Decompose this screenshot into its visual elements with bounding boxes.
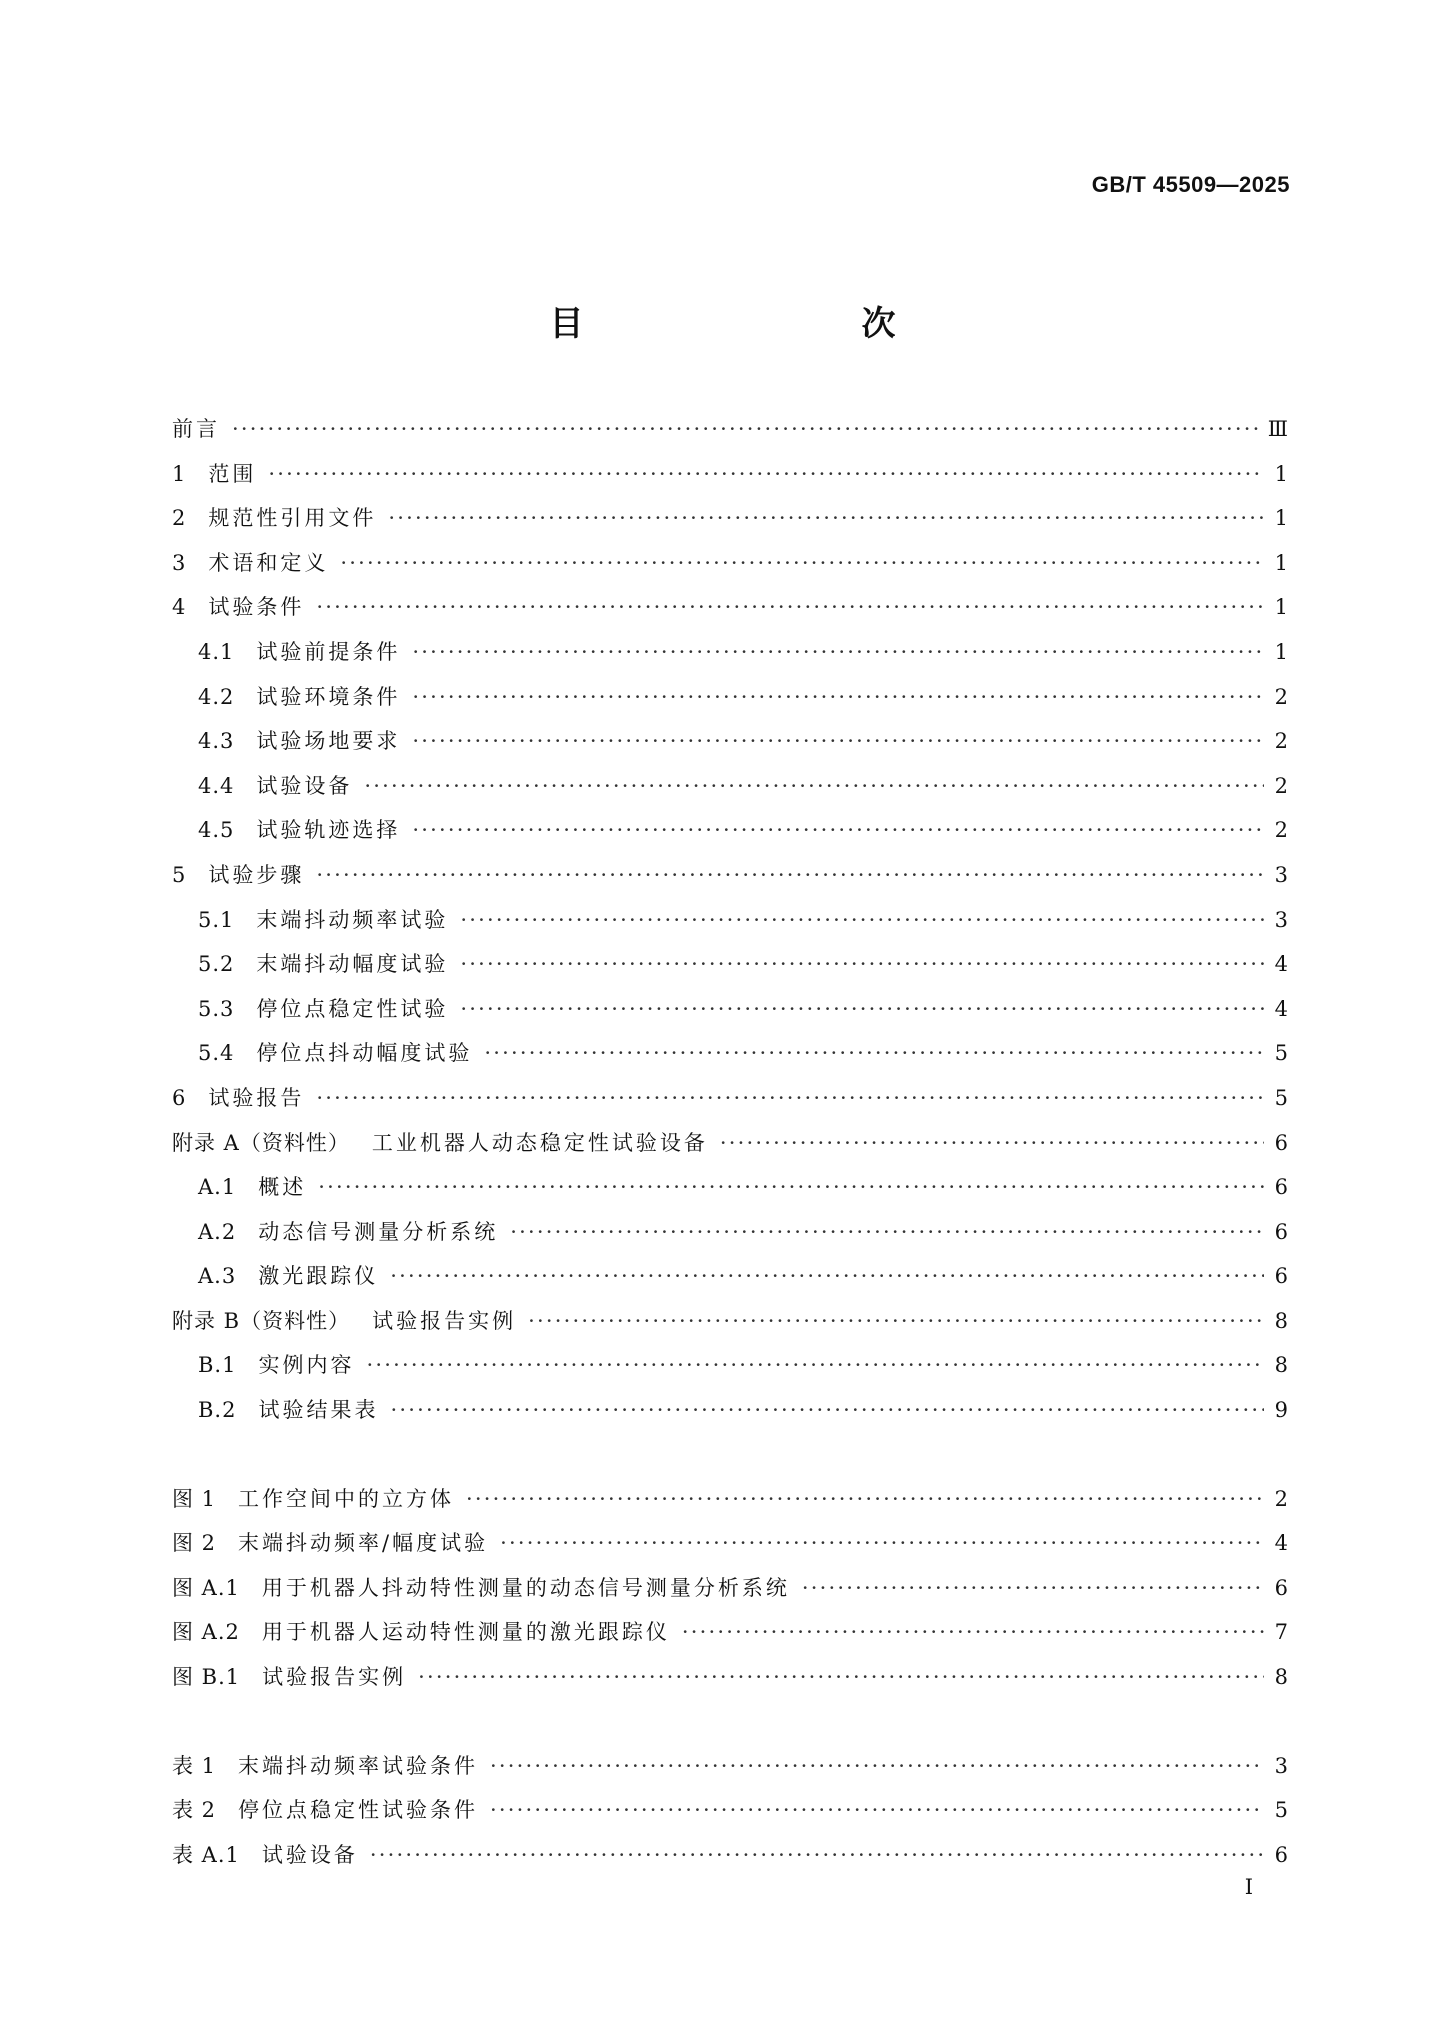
entry-label: 末端抖动频率试验 xyxy=(256,907,449,932)
toc-section-entry[interactable] xyxy=(172,1171,1288,1216)
toc-section-entry[interactable] xyxy=(172,859,1288,904)
toc-section-entry[interactable] xyxy=(172,681,1288,726)
entry-label: 试验步骤 xyxy=(208,862,305,887)
dot-leader xyxy=(466,1487,1264,1511)
entry-label: 工业机器人动态稳定性试验设备 xyxy=(371,1130,708,1155)
entry-label: 动态信号测量分析系统 xyxy=(258,1219,499,1244)
dot-leader xyxy=(232,417,1258,441)
dot-leader xyxy=(460,908,1264,932)
dot-leader xyxy=(412,818,1264,842)
footer-page-number: Ⅰ xyxy=(1244,1875,1253,1899)
tables-list xyxy=(172,1750,1288,1884)
toc-table-entry[interactable] xyxy=(172,1839,1288,1884)
entry-number: 4.2 xyxy=(198,684,235,709)
entry-page-number: 6 xyxy=(1274,1219,1288,1244)
entry-label: 用于机器人运动特性测量的激光跟踪仪 xyxy=(261,1620,670,1645)
entry-number: 1 xyxy=(172,461,187,486)
entry-number: 图 2 xyxy=(172,1531,217,1556)
entry-number: 5.2 xyxy=(198,952,235,977)
toc-table-entry[interactable] xyxy=(172,1750,1288,1795)
dot-leader xyxy=(388,506,1264,530)
entry-page-number: 2 xyxy=(1274,773,1288,798)
toc-figure-entry[interactable] xyxy=(172,1572,1288,1617)
toc-section-entry[interactable] xyxy=(172,547,1288,592)
entry-number: A.2 xyxy=(198,1219,237,1244)
dot-leader xyxy=(528,1309,1264,1333)
entry-number: A.3 xyxy=(198,1264,237,1289)
entry-label: 试验报告实例 xyxy=(262,1665,407,1690)
toc-section-entry[interactable] xyxy=(172,725,1288,770)
toc-section-entry[interactable] xyxy=(172,770,1288,815)
sections-list xyxy=(172,413,1288,1439)
entry-label: 末端抖动频率试验条件 xyxy=(238,1753,479,1778)
dot-leader xyxy=(390,1264,1264,1288)
dot-leader xyxy=(412,685,1264,709)
toc-figure-entry[interactable] xyxy=(172,1527,1288,1572)
entry-page-number: 4 xyxy=(1274,952,1288,977)
entry-number: 表 A.1 xyxy=(172,1842,240,1867)
entry-page-number: 5 xyxy=(1274,1085,1288,1110)
dot-leader xyxy=(490,1754,1264,1778)
toc-section-entry[interactable] xyxy=(172,948,1288,993)
entry-number: 4 xyxy=(172,595,187,620)
entry-label: 试验设备 xyxy=(261,1842,358,1867)
dot-leader xyxy=(316,595,1264,619)
entry-number: 附录 B（资料性） xyxy=(172,1308,351,1333)
toc-section-entry[interactable] xyxy=(172,1216,1288,1261)
entry-number: 3 xyxy=(172,550,187,575)
entry-label: 末端抖动幅度试验 xyxy=(256,952,449,977)
toc-figure-entry[interactable] xyxy=(172,1483,1288,1528)
entry-page-number: 6 xyxy=(1274,1264,1288,1289)
dot-leader xyxy=(316,1086,1264,1110)
toc-section-entry[interactable] xyxy=(172,636,1288,681)
entry-label: 试验轨迹选择 xyxy=(256,818,401,843)
dot-leader xyxy=(490,1798,1264,1822)
entry-label: 停位点抖动幅度试验 xyxy=(256,1041,473,1066)
toc-section-entry[interactable] xyxy=(172,458,1288,503)
entry-page-number: 1 xyxy=(1274,550,1288,575)
entry-number: 5.1 xyxy=(198,907,235,932)
page-title: 目 次 xyxy=(549,304,966,344)
entry-page-number: 4 xyxy=(1274,1531,1288,1556)
toc-section-entry[interactable] xyxy=(172,413,1288,458)
entry-page-number: 6 xyxy=(1274,1130,1288,1155)
entry-number: 5 xyxy=(172,862,187,887)
entry-label: 试验设备 xyxy=(256,773,353,798)
dot-leader xyxy=(682,1620,1264,1644)
entry-page-number: 2 xyxy=(1274,684,1288,709)
section-gap xyxy=(172,1706,1288,1750)
entry-number: B.2 xyxy=(198,1398,237,1423)
dot-leader xyxy=(370,1843,1264,1867)
entry-number: B.1 xyxy=(198,1353,237,1378)
entry-label: 停位点稳定性试验 xyxy=(256,996,449,1021)
entry-number: 2 xyxy=(172,506,187,531)
toc-figure-entry[interactable] xyxy=(172,1616,1288,1661)
toc-section-entry[interactable] xyxy=(172,1260,1288,1305)
entry-label: 末端抖动频率/幅度试验 xyxy=(238,1531,489,1556)
entry-label: 范围 xyxy=(208,461,257,486)
toc-section-entry[interactable] xyxy=(172,1037,1288,1082)
dot-leader xyxy=(340,551,1264,575)
entry-label: 试验条件 xyxy=(208,595,305,620)
entry-page-number: 1 xyxy=(1274,595,1288,620)
entry-page-number: 3 xyxy=(1274,907,1288,932)
toc-section-entry[interactable] xyxy=(172,502,1288,547)
toc-table-entry[interactable] xyxy=(172,1794,1288,1839)
dot-leader xyxy=(460,997,1264,1021)
dot-leader xyxy=(500,1531,1264,1555)
entry-label: 试验环境条件 xyxy=(256,684,401,709)
entry-page-number: 3 xyxy=(1274,1753,1288,1778)
entry-label: 试验场地要求 xyxy=(256,729,401,754)
dot-leader xyxy=(418,1665,1264,1689)
figures-list xyxy=(172,1483,1288,1706)
entry-label: 试验报告实例 xyxy=(372,1308,517,1333)
entry-page-number: 6 xyxy=(1274,1175,1288,1200)
entry-number: 图 A.2 xyxy=(172,1620,240,1645)
entry-number: 6 xyxy=(172,1085,187,1110)
dot-leader xyxy=(318,1175,1264,1199)
dot-leader xyxy=(484,1041,1264,1065)
entry-label: 试验前提条件 xyxy=(256,639,401,664)
standard-code: GB/T 45509—2025 xyxy=(1091,172,1290,197)
entry-label: 工作空间中的立方体 xyxy=(238,1486,455,1511)
entry-number: 4.4 xyxy=(198,773,235,798)
entry-number: 图 1 xyxy=(172,1486,217,1511)
table-of-contents xyxy=(172,413,1288,1883)
toc-section-entry[interactable] xyxy=(172,1394,1288,1439)
entry-number: 表 2 xyxy=(172,1798,217,1823)
dot-leader xyxy=(316,863,1264,887)
entry-number: 4.1 xyxy=(198,639,235,664)
dot-leader xyxy=(390,1398,1264,1422)
toc-section-entry[interactable] xyxy=(172,1349,1288,1394)
entry-page-number: 8 xyxy=(1274,1665,1288,1690)
entry-number: A.1 xyxy=(198,1175,237,1200)
dot-leader xyxy=(366,1353,1264,1377)
entry-label: 术语和定义 xyxy=(208,550,329,575)
entry-label: 实例内容 xyxy=(258,1353,355,1378)
entry-label: 前言 xyxy=(172,417,220,441)
entry-page-number: 1 xyxy=(1274,506,1288,531)
dot-leader xyxy=(460,952,1264,976)
toc-section-entry[interactable] xyxy=(172,814,1288,859)
dot-leader xyxy=(720,1131,1264,1155)
entry-number: 表 1 xyxy=(172,1753,217,1778)
entry-number: 图 A.1 xyxy=(172,1575,240,1600)
entry-label: 概述 xyxy=(258,1175,307,1200)
entry-page-number: 5 xyxy=(1274,1041,1288,1066)
dot-leader xyxy=(412,729,1264,753)
toc-section-entry[interactable] xyxy=(172,904,1288,949)
entry-page-number: 2 xyxy=(1274,1486,1288,1511)
toc-section-entry[interactable] xyxy=(172,993,1288,1038)
entry-page-number: 2 xyxy=(1274,729,1288,754)
toc-section-entry[interactable] xyxy=(172,1082,1288,1127)
entry-number: 5.4 xyxy=(198,1041,235,1066)
entry-number: 图 B.1 xyxy=(172,1665,241,1690)
toc-section-entry[interactable] xyxy=(172,591,1288,636)
entry-page-number: 4 xyxy=(1274,996,1288,1021)
entry-label: 规范性引用文件 xyxy=(208,506,377,531)
entry-number: 附录 A（资料性） xyxy=(172,1130,350,1155)
entry-number: 5.3 xyxy=(198,996,235,1021)
dot-leader xyxy=(802,1576,1264,1600)
dot-leader xyxy=(412,640,1264,664)
entry-page-number: 1 xyxy=(1274,461,1288,486)
entry-number: 4.3 xyxy=(198,729,235,754)
dot-leader xyxy=(510,1220,1264,1244)
entry-page-number: 6 xyxy=(1274,1575,1288,1600)
entry-page-number: 2 xyxy=(1274,818,1288,843)
entry-label: 停位点稳定性试验条件 xyxy=(238,1798,479,1823)
toc-section-entry[interactable] xyxy=(172,1127,1288,1172)
entry-page-number: 8 xyxy=(1274,1353,1288,1378)
entry-page-number: 7 xyxy=(1274,1620,1288,1645)
entry-label: 用于机器人抖动特性测量的动态信号测量分析系统 xyxy=(261,1575,790,1600)
entry-label: 试验结果表 xyxy=(258,1398,379,1423)
dot-leader xyxy=(364,774,1264,798)
section-gap xyxy=(172,1439,1288,1483)
toc-figure-entry[interactable] xyxy=(172,1661,1288,1706)
entry-page-number: 3 xyxy=(1274,862,1288,887)
toc-section-entry[interactable] xyxy=(172,1305,1288,1350)
dot-leader xyxy=(268,462,1264,486)
entry-number: 4.5 xyxy=(198,818,235,843)
entry-page-number: 1 xyxy=(1274,639,1288,664)
entry-page-number: 5 xyxy=(1274,1798,1288,1823)
entry-page-number: 9 xyxy=(1274,1398,1288,1423)
entry-label: 试验报告 xyxy=(208,1085,305,1110)
entry-label: 激光跟踪仪 xyxy=(258,1264,379,1289)
entry-page-number: 8 xyxy=(1274,1308,1288,1333)
entry-page-number: Ⅲ xyxy=(1267,417,1288,441)
entry-page-number: 6 xyxy=(1274,1842,1288,1867)
